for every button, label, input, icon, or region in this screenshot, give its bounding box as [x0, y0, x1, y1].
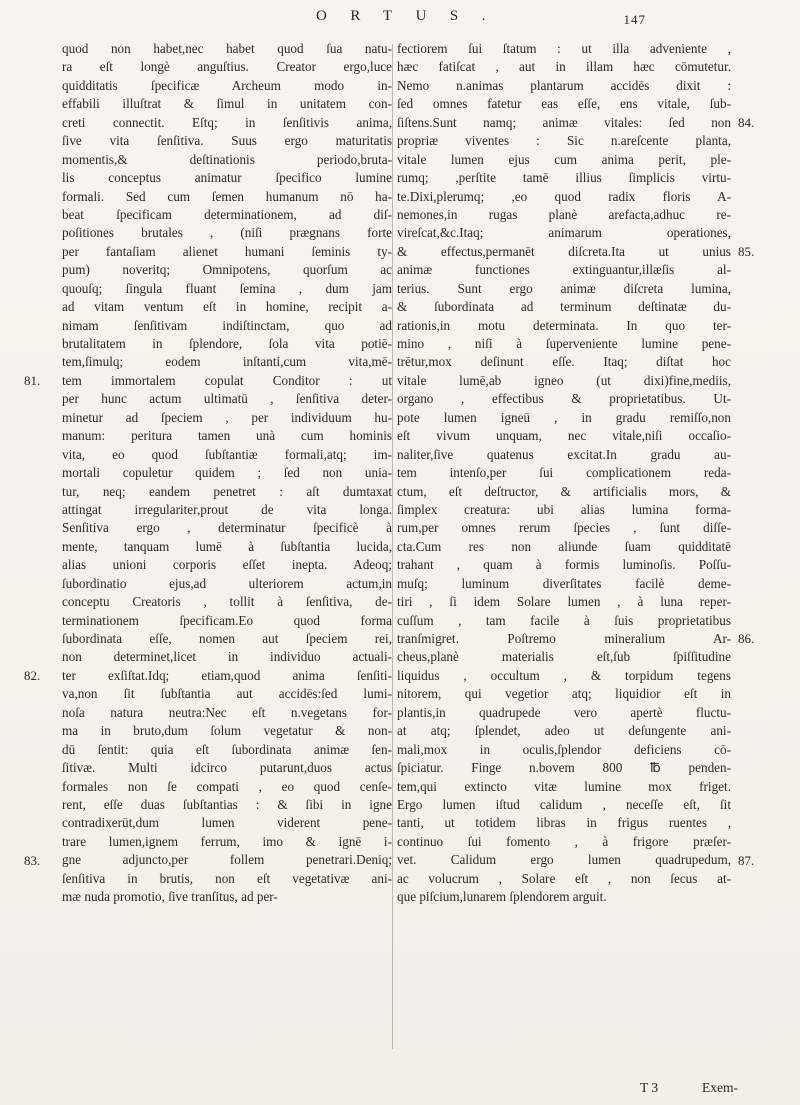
- text-line: trētur,mox deſinunt eſſe. Itaq; diſtat hoc: [397, 354, 731, 370]
- paragraph-number: 82.: [24, 668, 41, 684]
- text-line: per fantaſiam alienet humani ſeminis ty-: [62, 243, 392, 259]
- text-line: formales non ſe compati , eo quod cenſe-: [62, 778, 392, 794]
- text-line: quouſq; ſingula fluant ſemina , dum jam: [62, 280, 392, 296]
- text-line: ſubordinata eſſe, nomen aut ſpeciem rei,: [62, 631, 392, 646]
- text-line: vet. Calidum ergo lumen quadrupedum,: [397, 852, 731, 868]
- text-line: cuſſum , tam facile à ſuis proprietatibus: [397, 612, 731, 628]
- running-title: ORTUS.: [316, 8, 510, 24]
- text-line: liquidus , occultum , & torpidum tegens: [397, 667, 731, 683]
- text-line: minetur ad ſpeciem , per individuum hu-: [62, 409, 392, 425]
- text-line: hæc fatiſcat , aut in illam hæc cōmutetur.: [397, 59, 731, 75]
- text-line: rent, eſſe duas ſubſtantias : & ſibi in igne: [62, 796, 392, 812]
- text-line: contradixerūt,dum lumen viderent pene-: [62, 815, 392, 831]
- text-line: terius. Sunt ergo animæ diſcreta lumina,: [397, 280, 731, 296]
- text-line: tem,ſimulq; eodem inſtanti,cum vita,mē-: [62, 354, 392, 370]
- text-line: Nemo n.animas plantarum accidēs dixit :: [397, 77, 731, 93]
- text-line: quod non habet,nec habet quod ſua natu-: [62, 41, 392, 56]
- text-line: mortali copuletur quidem ; ſed non unia-: [62, 465, 392, 481]
- text-line: brutalitatem in ſplendore, ſola vita potiē-: [62, 336, 392, 351]
- text-line: rum,per omnes rerum ſpecies , ſunt diſſe-: [397, 520, 731, 536]
- text-line: continuo ſui fomento , à frigore præſer-: [397, 833, 731, 849]
- text-line: nemones,in rugas planè arefacta,adhuc re-: [397, 206, 731, 222]
- catchword: Exem-: [702, 1080, 738, 1095]
- text-line: lis conceptus animatur ſpecifico lumine: [62, 170, 392, 186]
- text-line: ſitivæ. Multi idcirco putarunt,duos actus: [62, 760, 392, 776]
- text-line: tranſmigret. Poſtremo mineralium Ar-: [397, 631, 731, 646]
- column-divider: [392, 44, 393, 1049]
- text-line: te.Dixi,plerumq; ,eo quod radix floris A-: [397, 188, 731, 204]
- text-line: manum: peritura tamen unà cum hominis: [62, 428, 392, 444]
- text-line: cta.Cum res non aliunde ſuam quidditatē: [397, 538, 731, 554]
- text-line: tiri , ſi idem Solare lumen , à luna reper-: [397, 594, 731, 610]
- text-line: ra eſt longè anguſtius. Creator ergo,luce: [62, 59, 392, 75]
- text-line: tem immortalem copulat Conditor : ut: [62, 372, 392, 388]
- text-line: rationis,in motu determinata. In quo ter-: [397, 317, 731, 333]
- text-line: gne adjuncto,per follem penetrari.Deniq;: [62, 852, 392, 868]
- text-line: poſitiones brutales , (niſi prægnans forte: [62, 225, 392, 241]
- text-line: dū ſentit: quia eſt ſubordinata animæ ſen-: [62, 741, 392, 757]
- left-text-column: [62, 40, 392, 907]
- running-head: [316, 4, 646, 34]
- text-line: muſq; luminum diverſitates facilè deme-: [397, 575, 731, 591]
- text-line: ac volucrum , Solare eſt , non ſecus at-: [397, 870, 731, 886]
- text-line: cheus,planè materialis eſt,ſub ſpiſſitudine: [397, 649, 731, 665]
- text-line: mino , niſi à ſuperveniente lumine pene-: [397, 336, 731, 351]
- page-footer: [640, 1080, 760, 1100]
- text-line: fectiorem ſui ſtatum : ut illa adveniente ,: [397, 41, 731, 56]
- text-line: tur, neq; eandem penetret : aſt dumtaxat: [62, 483, 392, 499]
- paragraph-number: 86.: [738, 631, 755, 647]
- text-line: plantis,in quadrupede vero apertè fluctu-: [397, 704, 731, 720]
- text-line: rumq; ,perſtite tamē illius ſimplicis virtu-: [397, 170, 731, 186]
- signature-mark: T 3: [640, 1080, 659, 1095]
- text-line: effabili illuſtrat & ſimul in unitatem con-: [62, 96, 392, 112]
- page-number: 147: [623, 12, 646, 27]
- text-line: attingat irregulariter,prout de vita longa.: [62, 501, 392, 517]
- text-line: ma in bruto,dum ſolum vegetatur & non-: [62, 723, 392, 739]
- right-text-column: [397, 40, 731, 907]
- text-line: & ſubordinata ad terminum deſtinatæ du-: [397, 299, 731, 315]
- text-line: mæ nuda promotio, ſive tranſitus, ad per-: [62, 889, 278, 905]
- text-line: mente, tanquam lumē à ſubſtantia lucida,: [62, 538, 392, 554]
- text-line: vitale lumen ejus cum anima perit, ple-: [397, 151, 731, 167]
- text-line: ſimplex creatura: ubi alias lumina forma-: [397, 501, 731, 517]
- text-line: creti connectit. Eſtq; in ſenſitivis anima,: [62, 114, 392, 130]
- text-line: trare lumen,ignem ferrum, imo & ignē i-: [62, 833, 392, 849]
- text-line: ſenſitiva in brutis, non eſt vegetativæ ani-: [62, 870, 392, 886]
- text-line: at atq; ſplendet, adeo ut deſungente ani-: [397, 723, 731, 739]
- paragraph-number: 81.: [24, 373, 41, 389]
- text-line: organo , effectibus & proprietatibus. Ut-: [397, 391, 731, 407]
- text-line: tanti, ut totidem libras in frigus ruentes ,: [397, 815, 731, 831]
- text-line: ſive vita ſenſitiva. Suus ergo maturitatis: [62, 133, 392, 149]
- text-line: vireſcat,&c.Itaq; animarum operationes,: [397, 225, 731, 241]
- text-line: per hunc actum ultimatū , ſenſitiva deter-: [62, 391, 392, 407]
- text-line: naliter,ſive quatenus excitat.In gradu au-: [397, 446, 731, 462]
- text-line: beat ſpecificam determinationem, ad diſ-: [62, 206, 392, 222]
- text-line: ter exſiſtat.Idq; etiam,quod anima ſenſiti-: [62, 667, 392, 683]
- text-line: mali,mox in oculis,ſplendor deficiens cō-: [397, 741, 731, 757]
- text-line: ad vitam ventum eſt in homine, recipit a-: [62, 299, 392, 315]
- text-line: vitale lumē,ab igneo (ut dixi)fine,mediis,: [397, 372, 731, 388]
- text-line: pote lumen igneū , in gradu remiſſo,non: [397, 409, 731, 425]
- text-line: quidditatis ſpecificæ Archeum modo in-: [62, 77, 392, 93]
- text-line: vita, eo quod ſubſtantiæ formali,atq; im-: [62, 446, 392, 462]
- paragraph-number: 84.: [738, 114, 755, 130]
- text-line: ſubordinatio ejus,ad ulteriorem actum,in: [62, 575, 392, 591]
- text-line: Senſitiva ergo , determinatur ſpecificè à: [62, 520, 392, 536]
- text-line: va,non ſit ſubſtantia aut accidēs:ſed lumi-: [62, 686, 392, 702]
- text-line: non determinet,licet in individuo actuali-: [62, 649, 392, 665]
- text-line: ctum, eſt deſtructor, & artificialis mors, &: [397, 483, 731, 499]
- text-line: ſed omnes fatetur eas eſſe, ens vitale, ſub-: [397, 96, 731, 112]
- paragraph-number: 83.: [24, 852, 41, 868]
- text-line: alias unioni corporis eſſet inepta. Adeoq;: [62, 557, 392, 573]
- text-line: trahant , quam à formis luminoſis. Poſſu-: [397, 557, 731, 573]
- text-line: nitorem, qui vegetior atq; liquidior eſt in: [397, 686, 731, 702]
- text-line: tem,qui extincto vitæ lumine mox friget.: [397, 778, 731, 794]
- text-line: que piſcium,lunarem ſplendorem arguit.: [397, 889, 607, 905]
- text-line: nimam ſenſitivam indiſtinctam, quo ad: [62, 317, 392, 333]
- text-line: noſa natura neutra:Nec eſt n.vegetans for-: [62, 704, 392, 720]
- text-line: pum) noveritq; Omnipotens, quorſum ac: [62, 262, 392, 278]
- text-line: ſpiciatur. Finge n.bovem 800 ℔ penden-: [397, 760, 731, 776]
- paragraph-number: 87.: [738, 852, 755, 868]
- text-line: animæ functiones extinguantur,illæſis al-: [397, 262, 731, 278]
- text-line: Ergo lumen iſtud calidum , neceſſe eſt, ſit: [397, 796, 731, 812]
- text-line: conceptu Creatoris , tollit à ſenſitiva, de-: [62, 594, 392, 610]
- text-line: momentis,& deſtinationis periodo,bruta-: [62, 151, 392, 167]
- text-line: terminationem ſpecificam.Eo quod forma: [62, 612, 392, 628]
- text-line: ſiſtens.Sunt namq; animæ vitales: ſed non: [397, 114, 731, 130]
- paragraph-number: 85.: [738, 243, 755, 259]
- text-line: formali. Sed cum ſemen humanum nō ha-: [62, 188, 392, 204]
- text-line: & effectus,permanēt diſcreta.Ita ut unius: [397, 243, 731, 259]
- text-line: propriæ viventes : Sic n.areſcente planta,: [397, 133, 731, 149]
- text-line: tem intenſo,per ſui complicationem reda-: [397, 465, 731, 481]
- text-line: eſt vivum unquam, nec vitale,niſi occaſio-: [397, 428, 731, 444]
